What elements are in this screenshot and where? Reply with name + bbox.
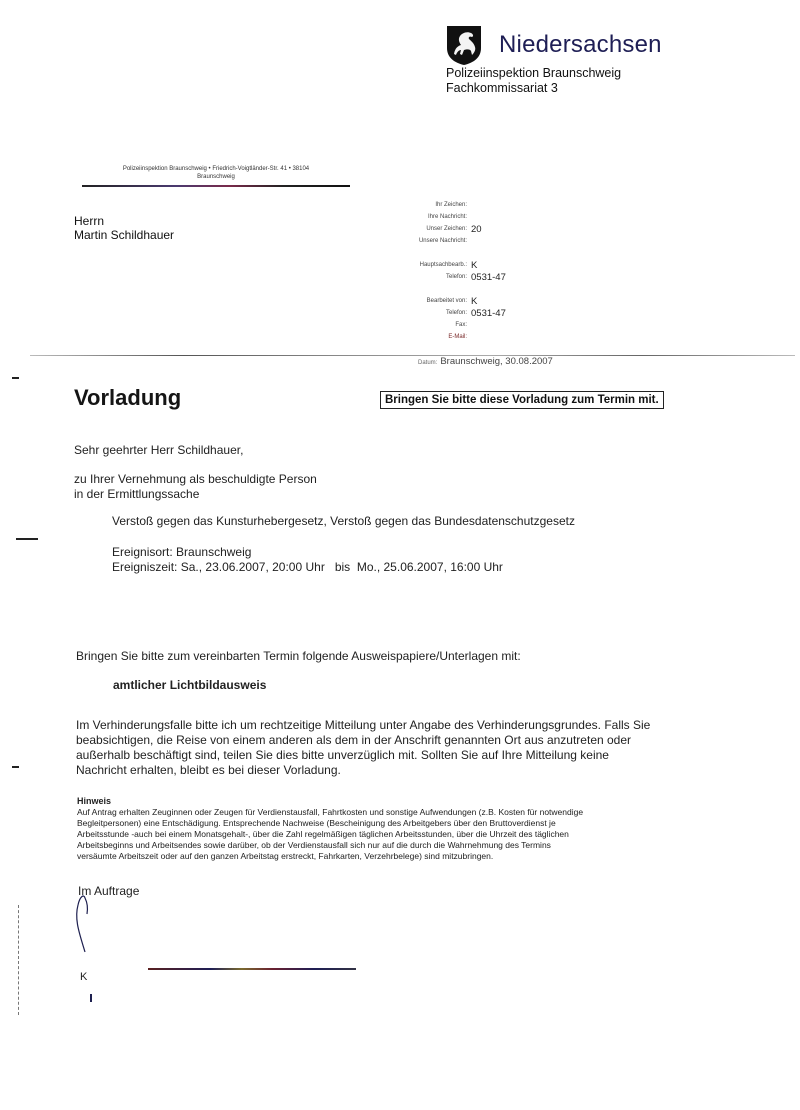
ref-value: K — [471, 295, 478, 307]
intro-line-1: zu Ihrer Vernehmung als beschuldigte Person — [74, 472, 317, 486]
hint-section — [77, 796, 777, 862]
organization — [446, 66, 621, 96]
ref-row — [380, 295, 506, 307]
sender-line-2: Braunschweig — [197, 174, 235, 180]
ref-label: Unser Zeichen: — [426, 226, 467, 232]
punch-mark — [16, 538, 38, 540]
hindrance-line: Nachricht erhalten, bleibt es bei dieser Vorladung. — [76, 763, 341, 777]
hindrance-line: beabsichtigen, die Reise von einem anderen als dem in der Anschrift genannten Ort aus anzutreten oder — [76, 733, 632, 747]
documents-intro: Bringen Sie bitte zum vereinbarten Termin folgende Ausweispapiere/Unterlagen mit: — [76, 649, 521, 663]
ref-row — [380, 235, 506, 247]
ref-row — [380, 259, 506, 271]
sender-divider — [82, 185, 350, 187]
reference-block — [380, 199, 506, 343]
recipient-address — [74, 214, 174, 242]
document-title: Vorladung — [74, 385, 182, 410]
hint-line: Begleitpersonen) eine Entschädigung. Entsprechende Nachweise (Bescheinigung des Arbeitgebers über den Bruttoverdienst je — [77, 818, 556, 828]
org-line-1: Polizeiinspektion Braunschweig — [446, 66, 622, 80]
ref-label: Hauptsachbearb.: — [419, 262, 467, 268]
location-label: Ereignisort: — [112, 545, 173, 559]
hint-line: Auf Antrag erhalten Zeuginnen oder Zeugen für Verdienstausfall, Fahrtkosten und sonstige Aufwendungen (z.B. Kosten für notwendige — [77, 807, 584, 817]
ref-row — [380, 199, 506, 211]
closing: Im Auftrage — [78, 884, 140, 898]
fold-mark — [12, 766, 19, 768]
hindrance-paragraph — [76, 718, 776, 778]
ref-value: 0531-47 — [471, 307, 506, 319]
time-label: Ereigniszeit: — [112, 560, 178, 574]
ref-row — [380, 331, 506, 343]
hindrance-line: außerhalb beschäftigt sind, teilen Sie dies bitte unverzüglich mit. Sollten Sie auf Ihre Mitteilung keine — [76, 748, 609, 762]
offense: Verstoß gegen das Kunsturhebergesetz, Verstoß gegen das Bundesdatenschutzgesetz — [112, 514, 575, 528]
ref-label: Telefon: — [445, 274, 467, 280]
ref-label: E-Mail: — [448, 334, 467, 340]
date-value: Braunschweig, 30.08.2007 — [440, 356, 553, 367]
horse-crest-icon — [445, 24, 483, 66]
hint-line: versäumte Arbeitszeit oder auf den ganzen Arbeitstag erstreckt, Fahrkarten, Verzehrbelege) sind mitzubringen. — [77, 851, 494, 861]
ref-value: 20 — [471, 223, 482, 235]
signature-stroke — [70, 890, 100, 960]
date-line — [418, 356, 553, 367]
ref-row — [380, 271, 506, 283]
bring-notice-box: Bringen Sie bitte diese Vorladung zum Termin mit. — [380, 391, 664, 409]
ref-label: Telefon: — [445, 310, 467, 316]
brand-name: Niedersachsen — [499, 31, 662, 58]
signature-line — [148, 968, 356, 970]
recipient-salutation: Herrn — [74, 214, 105, 228]
ref-label: Ihr Zeichen: — [435, 202, 467, 208]
hindrance-line: Im Verhinderungsfalle bitte ich um rechtzeitige Mitteilung unter Angabe des Verhinderungsgrundes. Falls Sie — [76, 718, 651, 732]
ref-value: K — [471, 259, 478, 271]
ref-row — [380, 307, 506, 319]
date-label: Datum: — [418, 360, 438, 366]
ref-label: Bearbeitet von: — [426, 298, 467, 304]
org-line-2: Fachkommissariat 3 — [446, 81, 558, 95]
fold-divider — [30, 355, 795, 356]
documents-item: amtlicher Lichtbildausweis — [113, 678, 267, 692]
letterhead-logo — [445, 24, 662, 66]
location-value: Braunschweig — [176, 545, 252, 559]
scan-edge-dots — [18, 905, 20, 1015]
intro-line-2: in der Ermittlungssache — [74, 487, 200, 501]
ref-row — [380, 223, 506, 235]
ref-label: Unsere Nachricht: — [418, 238, 467, 244]
hint-line: Arbeitsbeginns und Arbeitsendes sowie darüber, ob der Verdienstausfall sich nur auf die durch die Wahrnehmung des Termins — [77, 840, 551, 850]
sender-address — [82, 165, 350, 181]
sender-line-1: Polizeiinspektion Braunschweig • Friedrich-Voigtländer-Str. 41 • 38104 — [122, 166, 310, 172]
ref-label: Fax: — [455, 322, 467, 328]
signature-mark — [90, 994, 92, 1002]
hint-line: Arbeitsstunde -auch bei einem Monatsgehalt-, über die Zahl regelmäßigen täglichen Arbeitsstunden, über die Uhrzeit des täglichen — [77, 829, 569, 839]
hint-title: Hinweis — [77, 796, 112, 806]
greeting: Sehr geehrter Herr Schildhauer, — [74, 443, 244, 457]
signer-initial: K — [80, 971, 88, 983]
ref-row — [380, 211, 506, 223]
intro — [74, 472, 317, 502]
fold-mark — [12, 377, 19, 379]
ref-value: 0531-47 — [471, 271, 506, 283]
time-value: Sa., 23.06.2007, 20:00 Uhr bis Mo., 25.06.2007, 16:00 Uhr — [180, 560, 503, 574]
recipient-name: Martin Schildhauer — [74, 228, 175, 242]
event-details — [112, 545, 503, 575]
ref-row — [380, 319, 506, 331]
ref-label: Ihre Nachricht: — [427, 214, 467, 220]
